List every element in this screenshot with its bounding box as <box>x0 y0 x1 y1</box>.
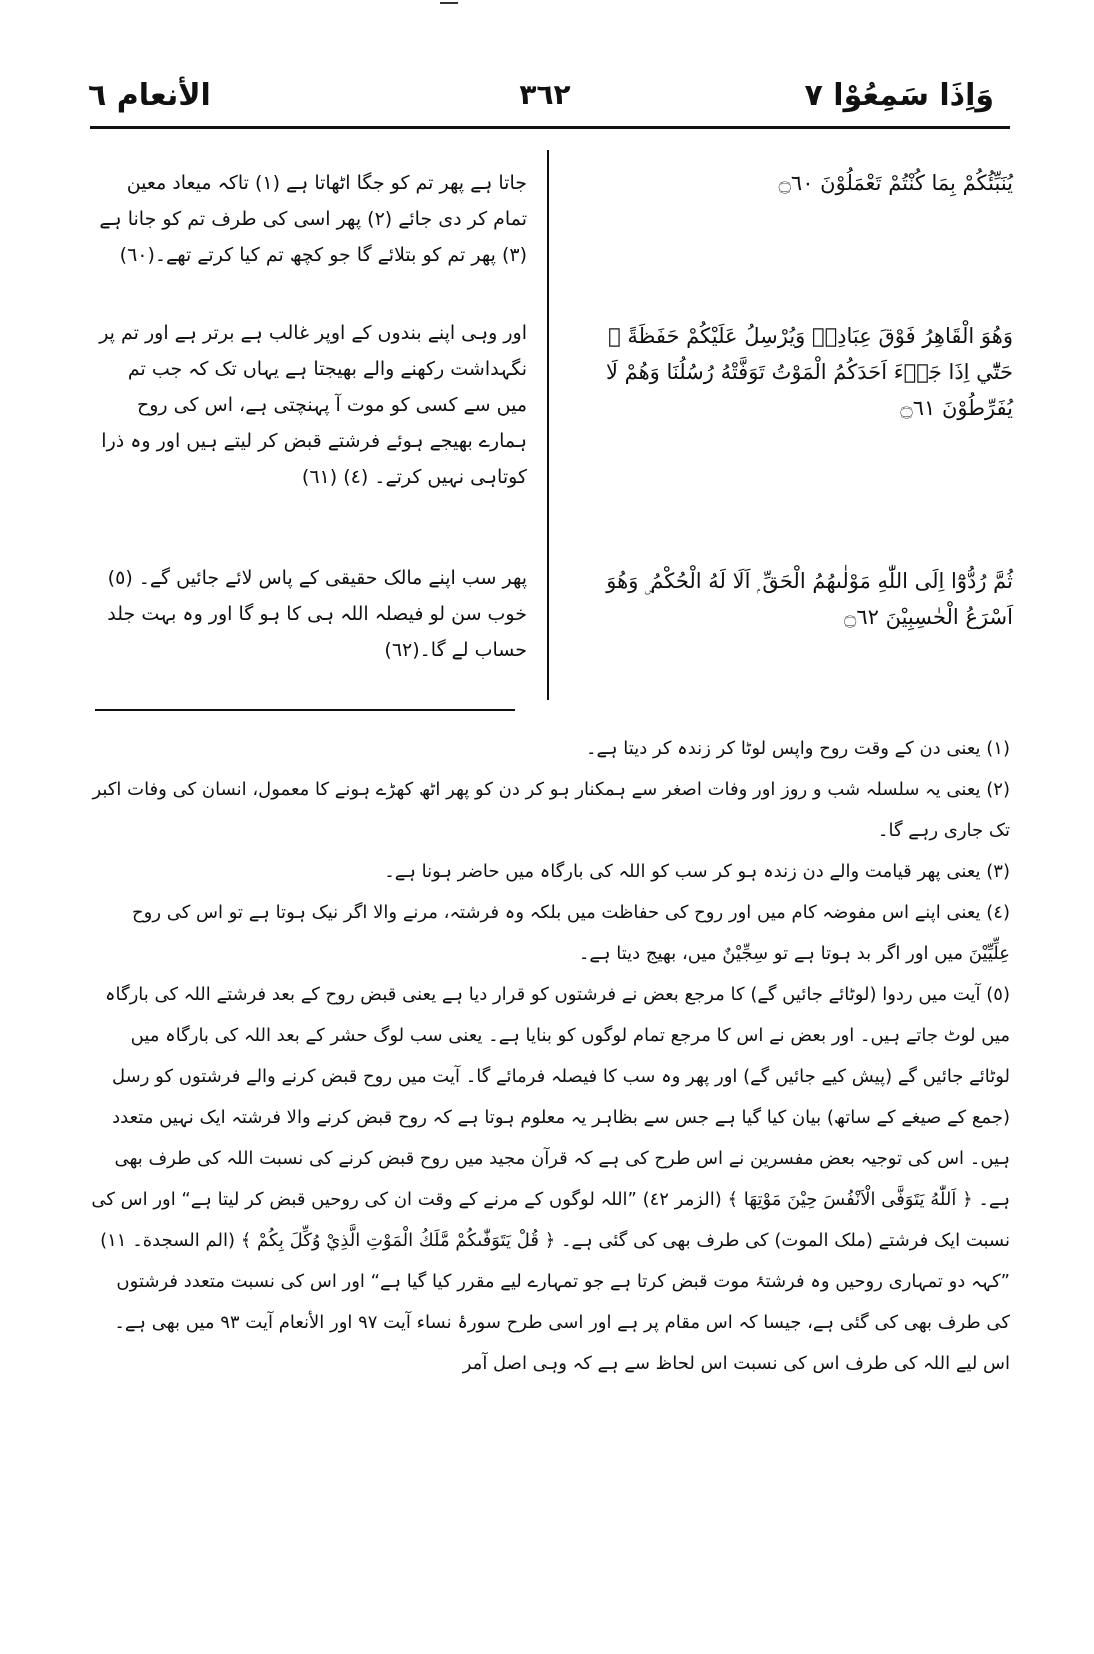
juz-title: وَاِذَا سَمِعُوْا ٧ <box>804 78 994 113</box>
footnote-divider <box>95 709 515 711</box>
arabic-verse-60: يُنَبِّئُكُمْ بِمَا كُنْتُمْ تَعْمَلُوْنَ ۝٦٠ <box>778 171 1013 195</box>
urdu-translation-60: جاتا ہے پھر تم کو جگا اٹھاتا ہے (١) تاکہ میعاد معین تمام کر دی جائے (٢) پھر اسی کی طرف تم کو جانا ہے (٣) پھر تم کو بتلائے گا جو کچھ تم کیا کرتے تھے۔(٦٠) <box>99 172 527 266</box>
footnotes <box>90 728 1010 1384</box>
footnote-4: (٤) یعنی اپنے اس مفوضہ کام میں اور روح کی حفاظت میں بلکہ وہ فرشتہ، مرنے والا اگر نیک ہوتا ہے تو اس کی روح عِلِّیِّیْنَ میں اور اگر بد ہوتا ہے تو سِجِّیْنٌ میں، بھیج دیتا ہے۔ <box>132 902 1010 964</box>
footnote-1: (١) یعنی دن کے وقت روح واپس لوٹا کر زندہ کر دیتا ہے۔ <box>585 738 1010 759</box>
urdu-translation-61: اور وہی اپنے بندوں کے اوپر غالب ہے برتر ہے اور تم پر نگہداشت رکھنے والے بھیجتا ہے یہاں تک کہ جب تم میں سے کسی کو موت آ پہنچتی ہے، اس کی روح ہمارے بھیجے ہوئے فرشتے قبض کر لیتے ہیں اور وہ ذرا کوتاہی نہیں کرتے۔ (٤) (٦١) <box>99 322 527 488</box>
page-number: ٣٦٢ <box>519 78 571 111</box>
footnote-3: (٣) یعنی پھر قیامت والے دن زندہ ہو کر سب کو اللہ کی بارگاہ میں حاضر ہونا ہے۔ <box>384 861 1010 882</box>
footnote-2: (٢) یعنی یہ سلسلہ شب و روز اور وفات اصغر سے ہمکنار ہو کر دن کو پھر اٹھ کھڑے ہونے کا معمول، انسان کی وفات اکبر تک جاری رہے گا۔ <box>92 779 1010 841</box>
arabic-verse-62: ثُمَّ رُدُّوْٓا اِلَى اللّٰهِ مَوْلٰىهُمُ الْحَقِّ ۭ اَلَا لَهُ الْحُكْمُ ۣ وَهُوَ اَسْرَعُ الْحٰسِبِيْنَ ۝٦٢ <box>606 569 1013 629</box>
top-mark <box>440 2 458 4</box>
urdu-translation-62: پھر سب اپنے مالک حقیقی کے پاس لائے جائیں گے۔ (٥) خوب سن لو فیصلہ اللہ ہی کا ہو گا اور وہ بہت جلد حساب لے گا۔(٦٢) <box>107 567 527 661</box>
header-divider <box>90 126 1010 129</box>
footnote-5: (٥) آیت میں ردوا (لوٹائے جائیں گے) کا مرجع بعض نے فرشتوں کو قرار دیا ہے یعنی قبض روح کے بعد فرشتے اللہ کی بارگاہ میں لوٹ جاتے ہیں۔ اور بعض نے اس کا مرجع تمام لوگوں کو بنایا ہے۔ یعنی سب لوگ حشر کے بعد اللہ کی بارگاہ میں لوٹائے جائیں گے (پیش کیے جائیں گے) اور پھر وہ سب کا فیصلہ فرمائے گا۔ آیت میں روح قبض کرنے والے فرشتوں کو رسل (جمع کے صیغے کے ساتھ) بیان کیا گیا ہے جس سے بظاہر یہ معلوم ہوتا ہے کہ روح قبض کرنے والا فرشتہ ایک نہیں متعدد ہیں۔ اس کی توجیہ بعض مفسرین نے اس طرح کی ہے کہ قرآن مجید میں روح قبض کرنے کی نسبت اللہ کی طرف بھی ہے۔ ﴿ اَللّٰهُ يَتَوَفَّى الْاَنْفُسَ حِيْنَ مَوْتِهَا ﴾ (الزمر ٤٢) ”اللہ لوگوں کے مرنے کے وقت ان کی روحیں قبض کر لیتا ہے“ اور اس کی نسبت ایک فرشتے (ملک الموت) کی طرف بھی کی گئی ہے۔ ﴿ قُلْ يَتَوَفّٰىكُمْ مَّلَكُ الْمَوْتِ الَّذِيْ وُكِّلَ بِكُمْ ﴾ (الم السجدة۔ ١١) ”کہہ دو تمہاری روحیں وہ فرشتۂ موت قبض کرتا ہے جو تمہارے لیے مقرر کیا گیا ہے“ اور اس کی نسبت متعدد فرشتوں کی طرف بھی کی گئی ہے، جیسا کہ اس مقام پر ہے اور اسی طرح سورۂ نساء آیت ٩٧ اور الأنعام آیت ٩٣ میں بھی ہے۔ اس لیے اللہ کی طرف اس کی نسبت اس لحاظ سے ہے کہ وہی اصل آمر <box>91 984 1010 1374</box>
surah-title: الأنعام ٦ <box>88 78 211 113</box>
column-divider <box>547 150 549 700</box>
arabic-verse-61: وَهُوَ الْقَاهِرُ فَوْقَ عِبَادِهٖ وَيُرْسِلُ عَلَيْكُمْ حَفَظَةً ۭ حَتّٰٓي اِذَا جَاۗءَ اَحَدَكُمُ الْمَوْتُ تَوَفَّتْهُ رُسُلُنَا وَهُمْ لَا يُفَرِّطُوْنَ ۝٦١ <box>605 324 1013 420</box>
